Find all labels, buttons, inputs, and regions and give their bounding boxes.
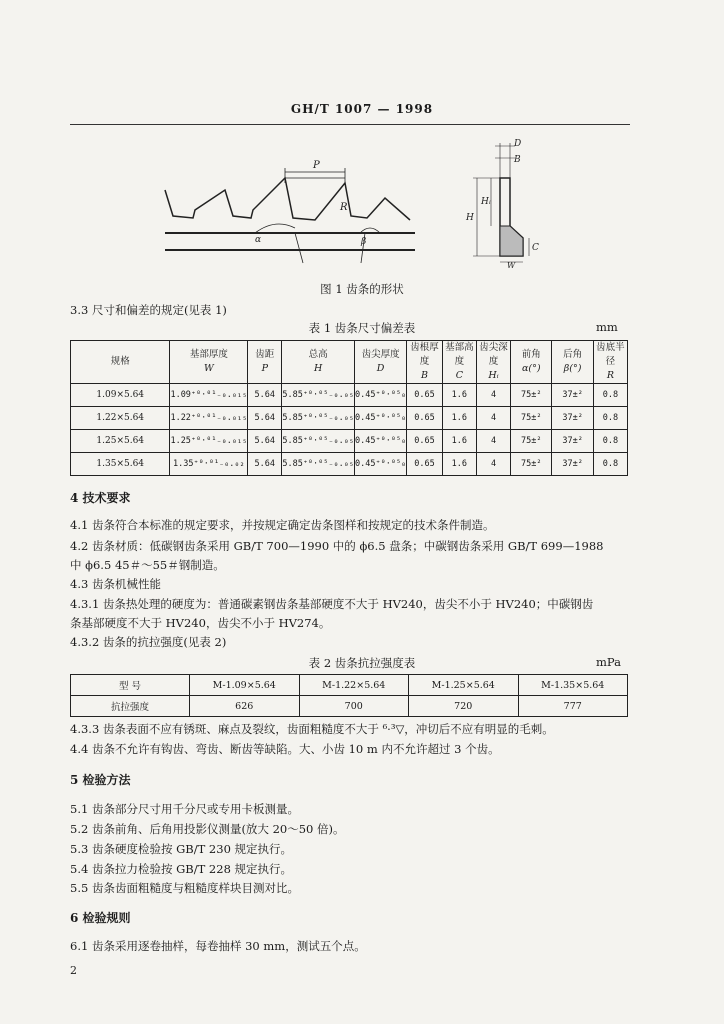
label-C: C: [532, 243, 539, 253]
table-cell: 4: [476, 384, 510, 407]
section-3-3: 3.3 尺寸和偏差的规定(见表 1): [70, 303, 227, 317]
header-rule: [70, 124, 630, 125]
table-cell: M-1.35×5.64: [518, 675, 628, 696]
table-cell: 37±²: [552, 453, 593, 476]
para-6-1: 6.1 齿条采用逐卷抽样，每卷抽样 30 mm，测试五个点。: [70, 939, 366, 953]
para-5-1: 5.1 齿条部分尺寸用千分尺或专用卡板测量。: [70, 802, 299, 816]
table-cell: 5.85⁺⁰·⁰⁵₋₀.₀₅: [282, 453, 355, 476]
table-cell: 5.85⁺⁰·⁰⁵₋₀.₀₅: [282, 407, 355, 430]
table-cell: M-1.25×5.64: [409, 675, 519, 696]
table-cell: 0.8: [593, 384, 627, 407]
table-cell: 1.6: [442, 453, 476, 476]
table-1-unit: mm: [596, 320, 618, 334]
table-cell: 37±²: [552, 384, 593, 407]
para-5-3: 5.3 齿条硬度检验按 GB/T 230 规定执行。: [70, 842, 293, 856]
table-cell: 1.6: [442, 430, 476, 453]
table-cell: 5.64: [248, 407, 282, 430]
label-P: P: [313, 160, 320, 171]
table-cell: 0.8: [593, 453, 627, 476]
table-cell: 1.6: [442, 407, 476, 430]
table-cell: 5.64: [248, 384, 282, 407]
table-cell: 0.8: [593, 430, 627, 453]
table-cell: 1.35×5.64: [71, 453, 170, 476]
table-1-col-Hi: 齿尖深度 Hᵢ: [476, 341, 510, 384]
table-cell: 1.22×5.64: [71, 407, 170, 430]
table-1-col-D: 齿尖厚度 D: [355, 341, 407, 384]
table-cell: 777: [518, 696, 628, 717]
table-cell: 型 号: [71, 675, 190, 696]
label-D: D: [514, 139, 522, 149]
table-cell: 37±²: [552, 430, 593, 453]
table-1-col-P: 齿距 P: [248, 341, 282, 384]
rack-profile: [165, 168, 415, 263]
table-1-col-spec: 规格: [71, 341, 170, 384]
table-row: [71, 407, 628, 430]
para-4-3-1b: 条基部硬度不大于 HV240，齿尖不小于 HV274。: [70, 616, 331, 630]
label-alpha: α: [255, 235, 262, 245]
table-1: [70, 340, 628, 476]
table-cell: 抗拉强度: [71, 696, 190, 717]
table-cell: 1.09×5.64: [71, 384, 170, 407]
table-cell: 720: [409, 696, 519, 717]
table-cell: 1.25⁺⁰·⁰¹₋₀.₀₁₅: [170, 430, 248, 453]
table-cell: 0.65: [407, 407, 443, 430]
label-beta: β: [361, 237, 367, 247]
table-cell: 1.22⁺⁰·⁰¹₋₀.₀₁₅: [170, 407, 248, 430]
table-cell: 75±²: [511, 453, 552, 476]
table-cell: 1.35⁺⁰·⁰¹₋₀.₀₂: [170, 453, 248, 476]
table-cell: 0.8: [593, 407, 627, 430]
table-row: [71, 453, 628, 476]
table-cell: 75±²: [511, 384, 552, 407]
table-cell: 626: [190, 696, 300, 717]
figure-1-caption: 图 1 齿条的形状: [320, 282, 404, 296]
table-row: [71, 675, 628, 696]
table-cell: 0.45⁺⁰·⁰⁵₀: [355, 453, 407, 476]
para-4-3-1a: 4.3.1 齿条热处理的硬度为：普通碳素钢齿条基部硬度不大于 HV240，齿尖不小于 HV240；中碳钢齿: [70, 597, 594, 611]
table-cell: 700: [299, 696, 409, 717]
table-row: [71, 384, 628, 407]
table-1-col-H: 总高 H: [282, 341, 355, 384]
table-cell: 1.6: [442, 384, 476, 407]
table-1-col-alpha: 前角 α(°): [511, 341, 552, 384]
label-H: H: [466, 213, 474, 223]
table-cell: 5.85⁺⁰·⁰⁵₋₀.₀₅: [282, 384, 355, 407]
table-cell: 4: [476, 407, 510, 430]
para-5-2: 5.2 齿条前角、后角用投影仪测量(放大 20～50 倍)。: [70, 822, 345, 836]
para-4-1: 4.1 齿条符合本标准的规定要求，并按规定确定齿条图样和按规定的技术条件制造。: [70, 518, 495, 532]
label-R: R: [340, 202, 348, 213]
label-B: B: [514, 155, 521, 165]
table-row: [71, 430, 628, 453]
table-1-caption: 表 1 齿条尺寸偏差表: [308, 321, 416, 335]
table-cell: 0.65: [407, 453, 443, 476]
table-cell: 0.45⁺⁰·⁰⁵₀: [355, 384, 407, 407]
page-header: GH/T 1007 — 1998: [290, 102, 434, 116]
table-cell: 1.09⁺⁰·⁰¹₋₀.₀₁₅: [170, 384, 248, 407]
table-1-col-B: 齿根厚度 B: [407, 341, 443, 384]
table-cell: 5.64: [248, 430, 282, 453]
table-cell: 0.65: [407, 430, 443, 453]
table-1-header-row: [71, 341, 628, 384]
table-cell: 75±²: [511, 430, 552, 453]
section-4-title: 4 技术要求: [70, 491, 131, 505]
table-2: [70, 674, 628, 717]
figure-1-diagram: [155, 138, 585, 268]
table-cell: 37±²: [552, 407, 593, 430]
para-4-2b: 中 ϕ6.5 45＃～55＃钢制造。: [70, 558, 225, 572]
table-2-caption: 表 2 齿条抗拉强度表: [308, 656, 416, 670]
para-4-4: 4.4 齿条不允许有钩齿、弯齿、断齿等缺陷。大、小齿 10 m 内不允许超过 3 个齿。: [70, 742, 500, 756]
table-cell: 1.25×5.64: [71, 430, 170, 453]
table-cell: 5.85⁺⁰·⁰⁵₋₀.₀₅: [282, 430, 355, 453]
para-4-3-3: 4.3.3 齿条表面不应有锈斑、麻点及裂纹，齿面粗糙度不大于 ⁶·³▽，冲切后不应有明显的毛刺。: [70, 722, 554, 736]
table-1-col-C: 基部高度 C: [442, 341, 476, 384]
table-cell: M-1.09×5.64: [190, 675, 300, 696]
table-2-unit: mPa: [596, 655, 621, 669]
page-number: 2: [70, 964, 77, 977]
table-1-col-R: 齿底半径 R: [593, 341, 627, 384]
para-4-3: 4.3 齿条机械性能: [70, 577, 161, 591]
table-cell: 0.45⁺⁰·⁰⁵₀: [355, 430, 407, 453]
label-Hi: Hᵢ: [481, 197, 491, 207]
para-5-4: 5.4 齿条拉力检验按 GB/T 228 规定执行。: [70, 862, 293, 876]
table-cell: 0.65: [407, 384, 443, 407]
table-cell: 4: [476, 453, 510, 476]
table-1-col-beta: 后角 β(°): [552, 341, 593, 384]
para-4-3-2: 4.3.2 齿条的抗拉强度(见表 2): [70, 635, 227, 649]
para-4-2a: 4.2 齿条材质：低碳钢齿条采用 GB/T 700—1990 中的 ϕ6.5 盘条；中碳钢齿条采用 GB/T 699—1988: [70, 539, 604, 553]
table-1-col-W: 基部厚度 W: [170, 341, 248, 384]
section-5-title: 5 检验方法: [70, 773, 131, 787]
para-5-5: 5.5 齿条齿面粗糙度与粗糙度样块目测对比。: [70, 881, 299, 895]
table-cell: 4: [476, 430, 510, 453]
table-row: [71, 696, 628, 717]
table-cell: 0.45⁺⁰·⁰⁵₀: [355, 407, 407, 430]
section-6-title: 6 检验规则: [70, 911, 131, 925]
table-cell: M-1.22×5.64: [299, 675, 409, 696]
table-cell: 5.64: [248, 453, 282, 476]
table-cell: 75±²: [511, 407, 552, 430]
label-W: W: [507, 261, 516, 268]
